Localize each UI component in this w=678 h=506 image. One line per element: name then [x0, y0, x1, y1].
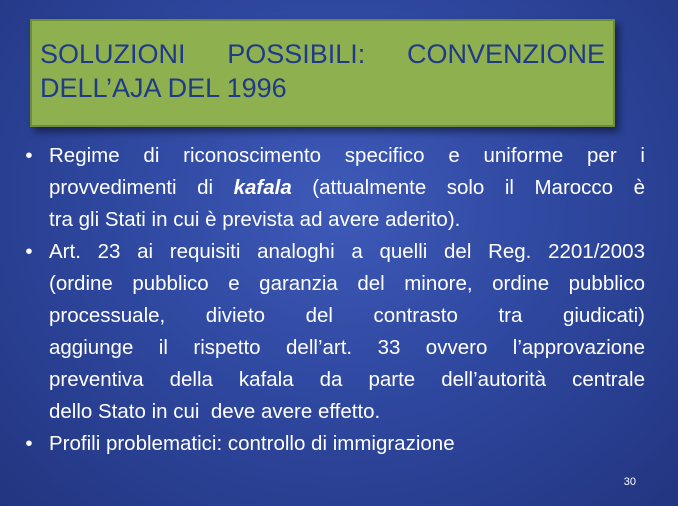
bullet-1-line-2b: (attualmente solo il Marocco è: [291, 176, 645, 199]
bullet-2-line-4: aggiunge il rispetto dell’art. 33 ovvero l’approvazione: [49, 336, 645, 359]
bullet-dot-icon: •: [25, 144, 33, 167]
title-line-2: DELL’AJA DEL 1996: [40, 73, 287, 103]
title-box: [30, 19, 615, 127]
bullet-2-line-5: preventiva della kafala da parte dell’autorità centrale: [49, 368, 645, 391]
kafala-emphasis: kafala: [233, 176, 292, 199]
bullet-1-line-3: tra gli Stati in cui è prevista ad avere aderito).: [49, 208, 461, 231]
bullet-3-line-1: Profili problematici: controllo di immigrazione: [49, 432, 455, 455]
bullet-dot-icon: •: [25, 240, 33, 263]
bullet-item-3: [22, 428, 645, 460]
title-word-3: CONVENZIONE: [406, 39, 605, 69]
bullet-2-line-3: processuale, divieto del contrasto tra giudicati): [49, 304, 645, 327]
bullet-1-line-2a: provvedimenti di: [49, 176, 234, 199]
bullet-item-1: [22, 140, 645, 236]
title-word-2: POSSIBILI:: [227, 39, 366, 69]
bullet-item-2: [22, 236, 645, 428]
title-word-1: SOLUZIONI: [40, 39, 186, 69]
bullet-2-line-1: Art. 23 ai requisiti analoghi a quelli del Reg. 2201/2003: [49, 240, 645, 263]
bullet-2-line-6: dello Stato in cui deve avere effetto.: [49, 400, 381, 423]
bullet-2-line-2: (ordine pubblico e garanzia del minore, ordine pubblico: [49, 272, 645, 295]
bullet-dot-icon: •: [25, 432, 33, 455]
bullet-1-line-2: [49, 172, 645, 204]
bullet-1-line-1: Regime di riconoscimento specifico e uniforme per i: [49, 144, 645, 167]
title-line-1: [40, 37, 605, 71]
bullet-list: [22, 140, 645, 460]
page-number: 30: [623, 476, 636, 488]
